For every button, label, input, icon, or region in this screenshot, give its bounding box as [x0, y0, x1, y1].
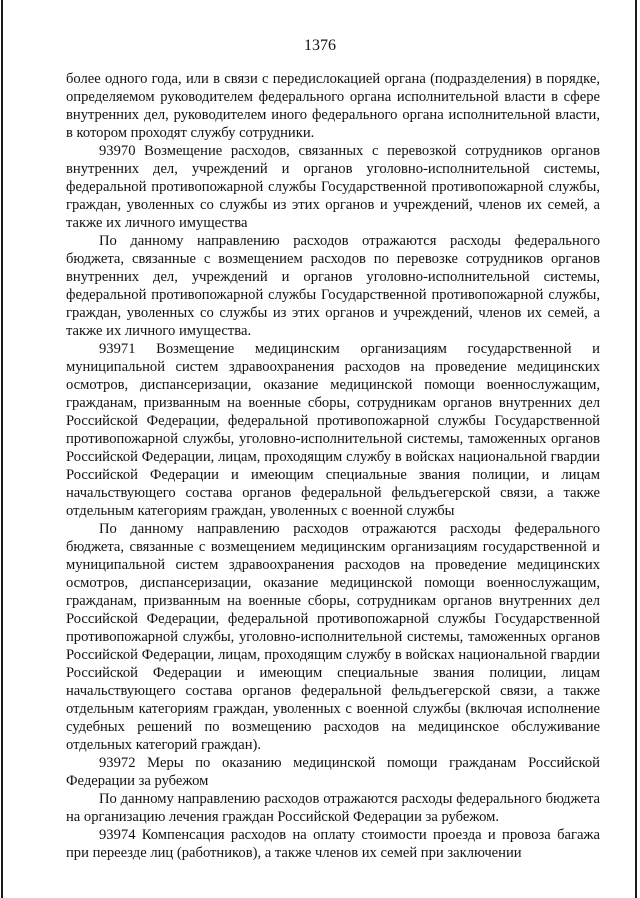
paragraph-93970-description: По данному направлению расходов отражаются расходы федерального бюджета, связанные с возмещением расходов по перевозке сотрудников органов внутренних дел, учреждений и органов уголовно-исполнительной системы, федеральной противопожарной службы Государственной противопожарной службы, граждан, уволенных со службы из этих органов и учреждений, членов их семей, а также их личного имущества.	[66, 233, 600, 339]
paragraph-93972-description: По данному направлению расходов отражаются расходы федерального бюджета на организацию лечения граждан Российской Федерации за рубежом.	[66, 791, 600, 825]
paragraph-93974-heading: 93974 Компенсация расходов на оплату стоимости проезда и провоза багажа при переезде лиц (работников), а также членов их семей при заключении	[66, 827, 600, 861]
page-number: 1376	[304, 37, 336, 54]
paragraph-93970-heading: 93970 Возмещение расходов, связанных с перевозкой сотрудников органов внутренних дел, учреждений и органов уголовно-исполнительной системы, федеральной противопожарной службы Государственной противопожарной службы, граждан, уволенных со службы из этих органов и учреждений, членов их семей, а также их личного имущества	[66, 143, 600, 231]
paragraph-continuation: более одного года, или в связи с передислокацией органа (подразделения) в порядке, определяемом руководителем федерального органа исполнительной власти в сфере внутренних дел, руководителем иного федерального органа исполнительной власти, в котором проходят службу сотрудники.	[66, 71, 600, 141]
paragraph-93971-description: По данному направлению расходов отражаются расходы федерального бюджета, связанные с возмещением медицинским организациям государственной и муниципальной систем здравоохранения расходов на проведение медицинских осмотров, диспансеризации, оказание медицинской помощи военнослужащим, гражданам, призванным на военные сборы, сотрудникам органов внутренних дел Российской Федерации, федеральной противопожарной службы Государственной противопожарной службы, уголовно-исполнительной системы, таможенных органов Российской Федерации, лицам, проходящим службу в войсках национальной гвардии Российской Федерации и имеющим специальные звания полиции, лицам начальствующего состава органов федеральной фельдъегерской связи, а также отдельным категориям граждан, уволенных с военной службы (включая исполнение судебных решений по возмещению расходов на медицинское обслуживание отдельных категорий граждан).	[66, 521, 600, 753]
paragraph-93971-heading: 93971 Возмещение медицинским организациям государственной и муниципальной систем здравоохранения расходов на проведение медицинских осмотров, диспансеризации, оказание медицинской помощи военнослужащим, гражданам, призванным на военные сборы, сотрудникам органов внутренних дел Российской Федерации, федеральной противопожарной службы Государственной противопожарной службы, уголовно-исполнительной системы, таможенных органов Российской Федерации, лицам, проходящим службу в войсках национальной гвардии Российской Федерации и имеющим специальные звания полиции, и лицам начальствующего состава органов федеральной фельдъегерской связи, а также отдельным категориям граждан, уволенных с военной службы	[66, 341, 600, 519]
document-body	[66, 70, 600, 862]
paragraph-93972-heading: 93972 Меры по оказанию медицинской помощи гражданам Российской Федерации за рубежом	[66, 755, 600, 789]
scan-border-right	[635, 0, 637, 898]
scan-border-left	[1, 0, 3, 898]
